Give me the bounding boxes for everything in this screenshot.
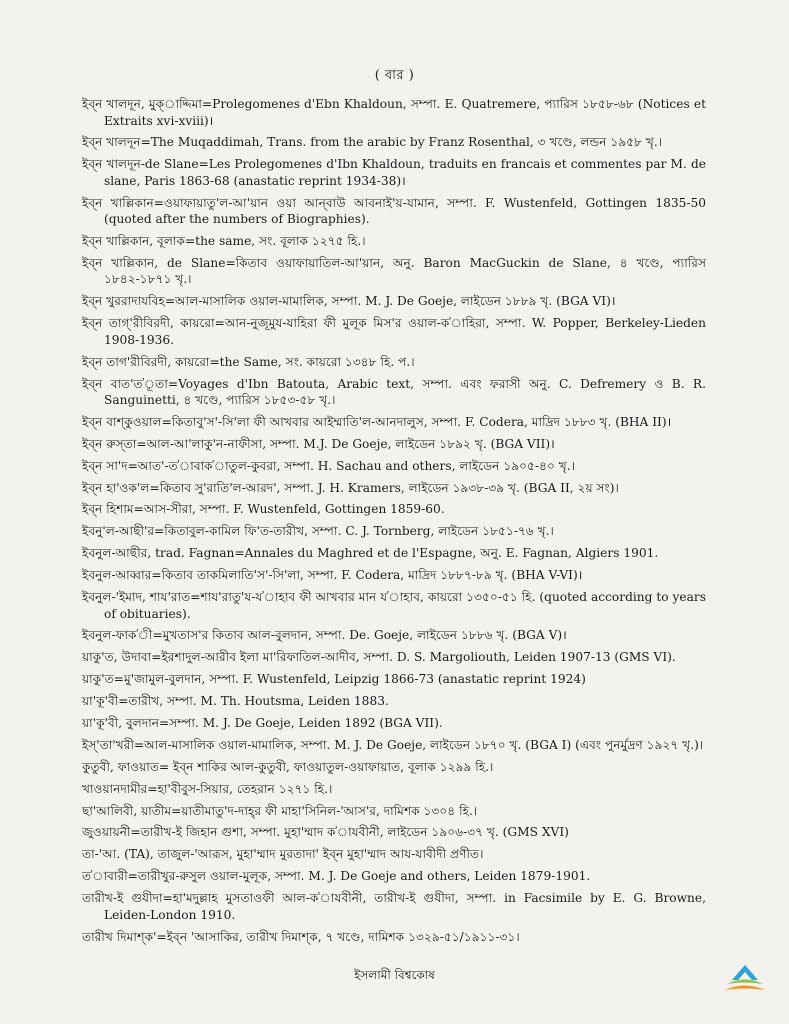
bibliography-entry: ইবনুল-আব্বার=কিতাব তাকমিলাতি'স'-সি'লা, সম্পা. F. Codera, মাদ্রিদ ১৮৮৭-৮৯ খৃ. (BHA V-VI)। [82,568,583,583]
bibliography-entry: খাওয়ানদামীর=হা'বীবুস-সিয়ার, তেহরান ১২৭১ হি.। [82,781,333,796]
page-number-header: ( বার ) [374,68,415,83]
bibliography-entry: ইব্‌ন তাগ'রীবিরদী, কায়রো=the Same, সং. কায়রো ১৩৪৮ হি. প.। [82,354,415,369]
bibliography-list [82,96,706,950]
bibliography-entry: ইব্‌ন খুররাদাযবিহ=আল-মাসালিক ওয়াল-মামালিক, সম্পা. M. J. De Goeje, লাইডেন ১৮৮৯ খৃ. (BGA VI)। [82,294,616,309]
bibliography-entry: ইব্‌ন খালদূন-de Slane=Les Prolegomenes d'Ibn Khaldoun, traduits en francais et commentes par M. de slane, Paris 1863-68 (anastatic reprint 1934-38)। [82,157,706,188]
bibliography-entry: ইব্‌ন রুস্‌তা=আল-আ'লাকু'ন-নাফীসা, সম্পা. M.J. De Goeje, লাইডেন ১৮৯২ খৃ. (BGA VII)। [82,436,555,451]
bibliography-entry: জুওয়ায়নী=তারীখ-ই জিহান গুশা, সম্পা. মুহা'ম্মাদ ক'াযবীনী, লাইডেন ১৯০৬-৩৭ খৃ. (GMS XVI) [82,825,569,840]
bibliography-entry: ইব্‌ন বাত'ত'ূতা=Voyages d'Ibn Batouta, Arabic text, সম্পা. এবং ফরাসী অনু. C. Defremery ও B. R. Sanguinetti, ৪ খণ্ডে, প্যারিস ১৮৫৩-৫৮ খৃ.। [82,376,706,408]
bibliography-entry: য়াকু'ত, উদাবা=ইরশাদুল-আরীব ইলা মা'রিফাতিল-আদীব, সম্পা. D. S. Margoliouth, Leiden 1907-13 (GMS VI). [82,650,676,665]
bibliography-entry: ইব্‌ন খাল্লিকান, de Slane=কিতাব ওয়াফায়াতিল-আ'য়ান, অনু. Baron MacGuckin de Slane, ৪ খণ্ডে, প্যারিস ১৮৪২-১৮৭১ খৃ.। [82,255,706,287]
bibliography-entry: য়াকু'ত=মু'জামুল-বুলদান, সম্পা. F. Wustenfeld, Leipzig 1866-73 (anastatic reprint 1924) [82,672,586,687]
bibliography-entry: কুতুবী, ফাওয়াত= ইব্‌ন শাকির আল-কুতুবী, ফাওয়াতুল-ওয়াফায়াত, বূলাক ১২৯৯ হি.। [82,759,494,774]
bibliography-entry: তারীখ দিমাশ্‌ক'=ইব্‌ন 'আসাকির, তারীখ দিমাশ্‌ক, ৭ খণ্ডে, দামিশক ১৩২৯-৫১/১৯১১-৩১। [82,929,520,944]
bibliography-entry: তারীখ-ই গুযীদা=হা'মদুল্লাহ মুসতাওফী আল-ক'াযবীনী, তারীখ-ই গুযীদা, সম্পা. in Facsimile by E. G. Browne, Leiden-London 1910. [82,891,706,922]
bibliography-entry: ইব্‌ন বাশ্‌কুওয়াল=কিতাবু'স'-সি'লা ফী আখবার আইম্মাতি'ল-আনদালুস, সম্পা. F. Codera, মাদ্রিদ ১৮৮৩ খৃ. (BHA II)। [82,414,672,429]
bibliography-entry: ইব্‌ন হা'ওক'ল=কিতাব সু'রাতি'ল-আরদ', সম্পা. J. H. Kramers, লাইডেন ১৯৩৮-৩৯ খৃ. (BGA II, ২য় সং)। [82,480,619,495]
bibliography-entry: তা-'আ. (TA), তাজুল-'আরূস, মুহা'ম্মাদ মুরতাদা' ইব্‌ন মুহা'ম্মাদ আয-যাবীদী প্রণীত। [82,847,484,862]
bibliography-entry: য়া'কূ'বী, বুলদান=সম্পা. M. J. De Goeje, Leiden 1892 (BGA VII). [82,715,443,730]
publication-footer: ইসলামী বিশ্বকোষ [354,968,435,982]
bibliography-entry: ইব্‌ন খাল্লিকান, বূলাক=the same, সং. বূলাক ১২৭৫ হি.। [82,234,366,249]
bibliography-entry: ইবনু'ল-আছী'র=কিতাবুল-কামিল ফি'ত-তারীখ, সম্পা. C. J. Tornberg, লাইডেন ১৮৫১-৭৬ খৃ.। [82,524,554,539]
bibliography-entry: ছা'আলিবী, য়াতীম=য়াতীমাতু'দ-দাহ্‌র ফী মাহা'সিনিল-'আস'র, দামিশক ১৩০৪ হি.। [82,803,478,818]
bibliography-entry: ইব্‌ন খালদূন=The Muqaddimah, Trans. from the arabic by Franz Rosenthal, ৩ খণ্ডে, লন্ডন ১৯৫৮ খৃ.। [82,135,663,150]
bibliography-entry: ইবনুল-ফাক'ী=মুখতাস'র কিতাব আল-বুলদান, সম্পা. De. Goeje, লাইডেন ১৮৮৬ খৃ. (BGA V)। [82,628,567,643]
bibliography-entry: য়া'কূ'বী=তারীখ, সম্পা. M. Th. Houtsma, Leiden 1883. [82,694,389,709]
bibliography-entry: ইব্‌ন হিশাম=আস-সীরা, সম্পা. F. Wustenfeld, Gottingen 1859-60. [82,502,445,517]
bibliography-entry: ইবনুল-'ইমাদ, শায'রাত=শায'রাতু'য-য'াহাব ফী আখবার মান য'াহাব, কায়রো ১৩৫০-৫১ হি. (quoted according to years of obituaries). [82,590,706,621]
bibliography-entry: ত'াবারী=তারীখুর-রুসুল ওয়াল-মুলূক, সম্পা. M. J. De Goeje and others, Leiden 1879-1901. [82,869,591,884]
bibliography-entry: ইব্‌ন তাগ্‌'রীবিরদী, কায়রো=আন-নুজূমুয-যাহিরা ফী মুলূক মিস'র ওয়াল-ক'াহিরা, সম্পা. W. Popper, Berkeley-Lieden 1908-1936. [82,316,706,347]
bibliography-entry: ইব্‌ন খালদূন, মুক্‌াদ্দিমা=Prolegomenes d'Ebn Khaldoun, সম্পা. E. Quatremere, প্যারিস ১৮৫৮-৬৮ (Notices et Extraits xvi-xviii)। [82,97,706,128]
bibliography-entry: ইস্‌'তা'খরী=আল-মাসালিক ওয়াল-মামালিক, সম্পা. M. J. De Goeje, লাইডেন ১৮৭০ খৃ. (BGA I) (এবং পুনর্মুদ্রণ ১৯২৭ খৃ.)। [82,737,704,752]
bibliography-entry: ইব্‌ন খাল্লিকান=ওয়াফায়াতু'ল-আ'য়ান ওয়া আন্‌বাউ আবনাই'য়-যামান, সম্পা. F. Wustenfeld, Gottingen 1835-50 (quoted after the numbers of Biographies). [82,195,706,227]
bibliography-entry: ইবনুল-আছীর, trad. Fagnan=Annales du Maghred et de l'Espagne, অনু. E. Fagnan, Algiers 1901. [82,546,659,561]
publisher-logo-icon [722,962,768,1002]
bibliography-entry: ইব্‌ন সা'দ=আত'-ত'াবাক'াতুল-কুবরা, সম্পা. H. Sachau and others, লাইডেন ১৯০৫-৪০ খৃ.। [82,458,576,473]
